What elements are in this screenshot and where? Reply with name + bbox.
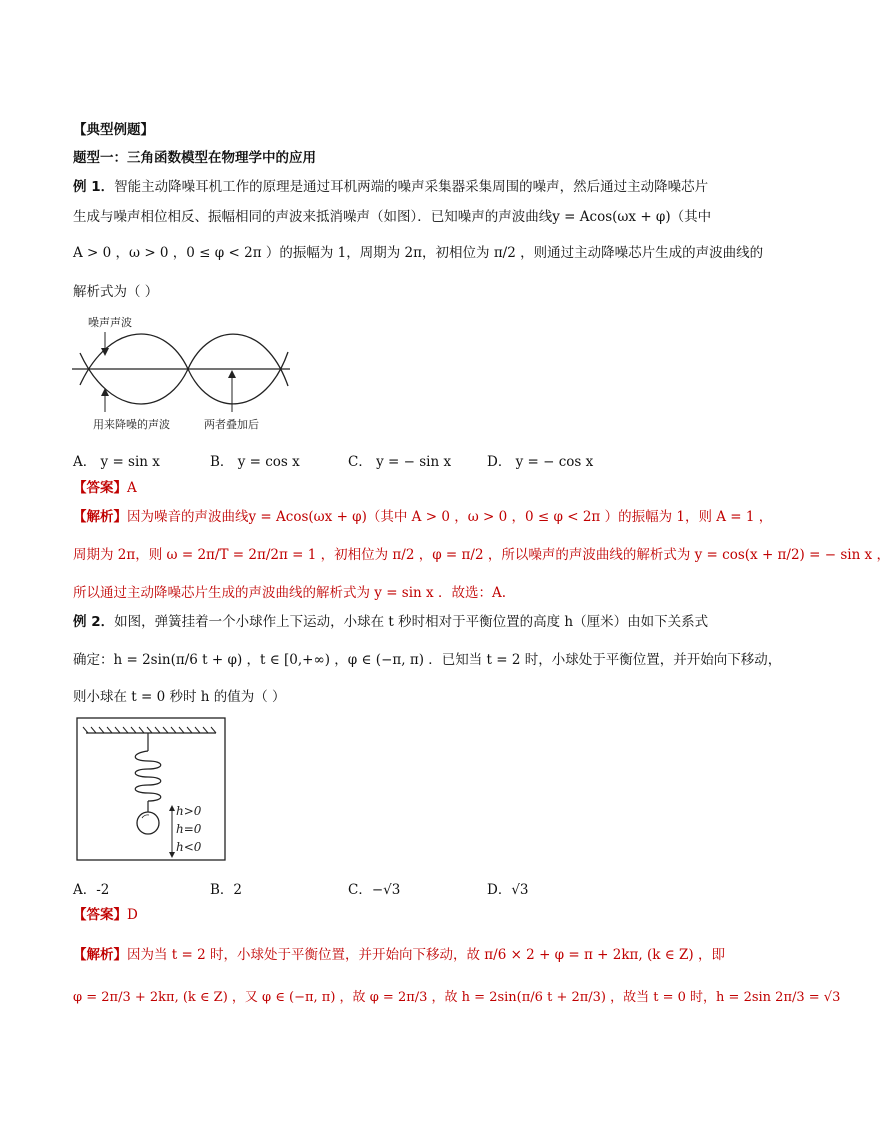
ex2-answer	[73, 905, 138, 925]
ex1-analysis-text-1: 因为噪音的声波曲线y = Acos(ωx + φ)（其中 A > 0 ，ω > 0 ，0 ≤ φ < 2π ）的振幅为 1，则 A = 1 ，	[127, 509, 773, 525]
example-2-line-1	[73, 612, 708, 632]
ex2-analysis-tag: 【解析】	[73, 947, 127, 963]
ex2-analysis-text-1: 因为当 t = 2 时，小球处于平衡位置，并开始向下移动，故 π/6 × 2 + φ = π + 2kπ, (k ∈ Z) ，即	[127, 947, 725, 963]
example-1-line-2: 生成与噪声相位相反、振幅相同的声波来抵消噪声（如图）．已知噪声的声波曲线y = Acos(ωx + φ)（其中	[73, 209, 712, 225]
ex2-answer-tag: 【答案】	[73, 907, 127, 923]
example-1-text-1: 智能主动降噪耳机工作的原理是通过耳机两端的噪声采集器采集周围的噪声，然后通过主动降噪芯片	[114, 179, 709, 195]
ex2-analysis-1	[73, 945, 725, 965]
section-heading: 【典型例题】	[73, 122, 154, 138]
ex1-analysis-3: 所以通过主动降噪芯片生成的声波曲线的解析式为 y = sin x ．故选：A.	[73, 585, 506, 601]
ex1-answer-value: A	[127, 480, 137, 496]
ex1-option-a: A． y = sin x	[73, 454, 160, 470]
ex2-option-d: D．√3	[487, 882, 529, 898]
ex1-option-b: B． y = cos x	[210, 454, 300, 470]
fig-label-cancel: 用来降噪的声波	[93, 418, 170, 431]
example-1-label: 例 1．	[73, 179, 115, 195]
ex2-option-a: A．-2	[73, 882, 110, 898]
example-1-line-4: 解析式为（ ）	[73, 284, 159, 300]
ex1-answer-tag: 【答案】	[73, 480, 127, 496]
example-2-label: 例 2．	[73, 614, 115, 630]
ex2-analysis-2: φ = 2π/3 + 2kπ, (k ∈ Z) ，又 φ ∈ (−π, π) ，故 φ = 2π/3 ，故 h = 2sin(π/6 t + 2π/3) ，故当 t = 0 时，h = 2sin 2π/3 = √3	[73, 990, 841, 1005]
label-h-positive: h>0	[176, 804, 202, 818]
ceiling-hatching	[83, 727, 216, 733]
ex2-option-c: C．−√3	[348, 882, 401, 898]
ex1-analysis-1	[73, 507, 772, 527]
height-axis-down-arrow	[169, 852, 175, 858]
fig-label-sum: 两者叠加后	[204, 418, 259, 431]
label-h-negative: h<0	[176, 840, 202, 854]
ex1-option-d: D． y = − cos x	[487, 454, 594, 470]
fig-label-noise: 噪声声波	[88, 316, 132, 329]
ex1-answer	[73, 478, 137, 498]
label-h-zero: h=0	[176, 822, 202, 836]
example-1-line-1	[73, 177, 708, 197]
ball	[137, 812, 159, 834]
spring-coil	[135, 751, 161, 801]
example-1-line-3: A > 0 ，ω > 0 ，0 ≤ φ < 2π ）的振幅为 1，周期为 2π，初相位为 π/2 ，则通过主动降噪芯片生成的声波曲线的	[73, 245, 764, 261]
example-2-line-2: 确定：h = 2sin(π/6 t + φ) ，t ∈ [0,+∞) ，φ ∈ (−π, π) ．已知当 t = 2 时，小球处于平衡位置，并开始向下移动，	[73, 652, 782, 668]
ex2-answer-value: D	[127, 907, 138, 923]
spring-figure	[76, 717, 228, 863]
ex1-analysis-tag: 【解析】	[73, 509, 127, 525]
height-axis-up-arrow	[169, 805, 175, 811]
sum-arrow-head	[228, 370, 236, 378]
ex1-option-c: C． y = − sin x	[348, 454, 452, 470]
ex2-option-b: B．2	[210, 882, 243, 898]
ex1-analysis-2: 周期为 2π，则 ω = 2π/T = 2π/2π = 1 ，初相位为 π/2 ，φ = π/2 ，所以噪声的声波曲线的解析式为 y = cos(x + π/2) = − sin x ，	[73, 547, 890, 563]
example-2-text-1: 如图，弹簧挂着一个小球作上下运动，小球在 t 秒时相对于平衡位置的高度 h（厘米）由如下关系式	[114, 614, 709, 630]
topic-heading: 题型一：三角函数模型在物理学中的应用	[73, 150, 316, 166]
figure-frame	[77, 718, 225, 860]
example-2-line-3: 则小球在 t = 0 秒时 h 的值为（ ）	[73, 689, 286, 705]
cancel-arrow-head	[101, 388, 109, 396]
